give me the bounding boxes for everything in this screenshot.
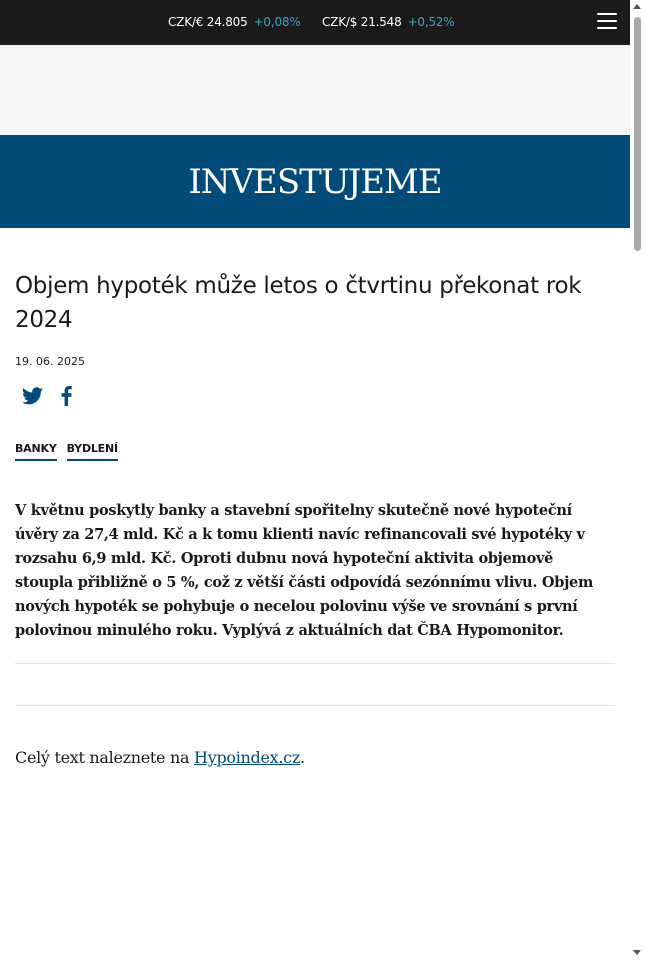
tag-list <box>15 442 615 461</box>
currency-ticker <box>0 0 630 45</box>
scroll-thumb[interactable] <box>634 17 641 251</box>
rate-usd-value: CZK/$ 21.548 <box>322 15 402 29</box>
rate-usd-change: +0,52% <box>407 15 455 29</box>
rate-eur-change: +0,08% <box>253 15 301 29</box>
article <box>0 269 630 767</box>
menu-icon[interactable] <box>597 13 617 30</box>
brand-header <box>0 135 630 228</box>
vertical-scrollbar[interactable] <box>630 0 645 961</box>
menu-line <box>597 27 617 29</box>
rate-usd <box>322 15 455 29</box>
share-buttons <box>15 386 615 406</box>
scroll-up-icon[interactable] <box>633 4 641 9</box>
facebook-icon[interactable] <box>61 386 72 406</box>
article-date: 19. 06. 2025 <box>15 355 85 368</box>
tag-bydleni[interactable]: BYDLENÍ <box>67 442 118 461</box>
rate-eur <box>168 15 301 29</box>
scroll-down-icon[interactable] <box>633 950 641 955</box>
divider <box>15 663 615 664</box>
fulltext-note <box>15 748 615 767</box>
site-logo[interactable]: INVESTUJEME <box>188 161 442 202</box>
rate-eur-value: CZK/€ 24.805 <box>168 15 248 29</box>
divider <box>15 705 615 706</box>
article-title: Objem hypoték může letos o čtvrtinu překonat rok 2024 <box>15 273 582 333</box>
fulltext-suffix: . <box>299 748 305 767</box>
menu-line <box>597 20 617 22</box>
twitter-icon[interactable] <box>22 387 43 405</box>
article-lead: V květnu poskytly banky a stavební spořitelny skutečně nové hypoteční úvěry za 27,4 mld. Kč a k tomu klienti navíc refinancovali své hypotéky v rozsahu 6,9 mld. Kč. Oproti dubnu nová hypoteční aktivita objemově stoupla přibližně o 5 %, což z větší části odpovídá sezónnímu vlivu. Objem nových hypoték se pohybuje o necelou polovinu výše ve srovnání s první polovinou minulého roku. Vyplývá z aktuálních dat ČBA Hypomonitor. <box>15 502 594 639</box>
fulltext-prefix: Celý text naleznete na <box>15 748 195 767</box>
menu-line <box>597 13 617 15</box>
tag-banky[interactable]: BANKY <box>15 442 57 461</box>
ad-placeholder <box>0 45 630 135</box>
hypoindex-link[interactable]: Hypoindex.cz <box>194 748 300 767</box>
